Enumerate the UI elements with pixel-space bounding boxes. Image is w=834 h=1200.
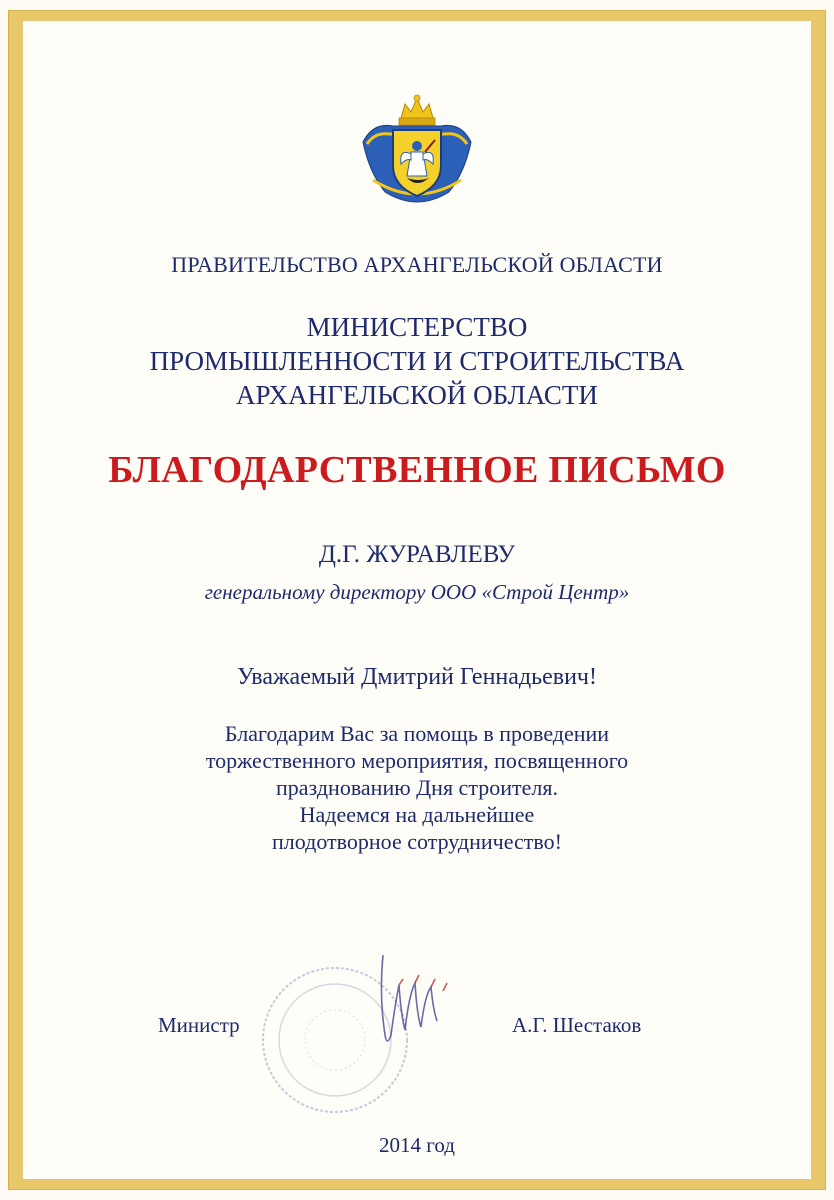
body-line: Благодарим Вас за помощь в проведении — [224, 721, 610, 746]
signer-title: Министр — [158, 1013, 240, 1037]
greeting: Уважаемый Дмитрий Геннадьевич! — [237, 664, 597, 690]
signature-icon — [355, 935, 485, 1065]
document-title: БЛАГОДАРСТВЕННОЕ ПИСЬМО — [108, 449, 726, 491]
government-heading: ПРАВИТЕЛЬСТВО АРХАНГЕЛЬСКОЙ ОБЛАСТИ — [171, 252, 663, 277]
ministry-line: ПРОМЫШЛЕННОСТИ И СТРОИТЕЛЬСТВА — [149, 346, 685, 376]
body-line: празднованию Дня строителя. — [276, 775, 558, 800]
body-line: торжественного мероприятия, посвященного — [205, 748, 629, 773]
ministry-line: АРХАНГЕЛЬСКОЙ ОБЛАСТИ — [236, 380, 598, 410]
ministry-line: МИНИСТЕРСТВО — [306, 312, 528, 342]
document-year: 2014 год — [379, 1133, 455, 1157]
coat-of-arms-icon — [353, 92, 481, 210]
body-line: плодотворное сотрудничество! — [272, 829, 562, 854]
letter-body — [0, 720, 834, 855]
recipient-role: генеральному директору ООО «Строй Центр» — [204, 580, 630, 604]
ministry-heading — [0, 310, 834, 412]
signer-name: А.Г. Шестаков — [512, 1013, 642, 1037]
recipient-name: Д.Г. ЖУРАВЛЕВУ — [318, 541, 516, 568]
body-line: Надеемся на дальнейшее — [299, 802, 535, 827]
